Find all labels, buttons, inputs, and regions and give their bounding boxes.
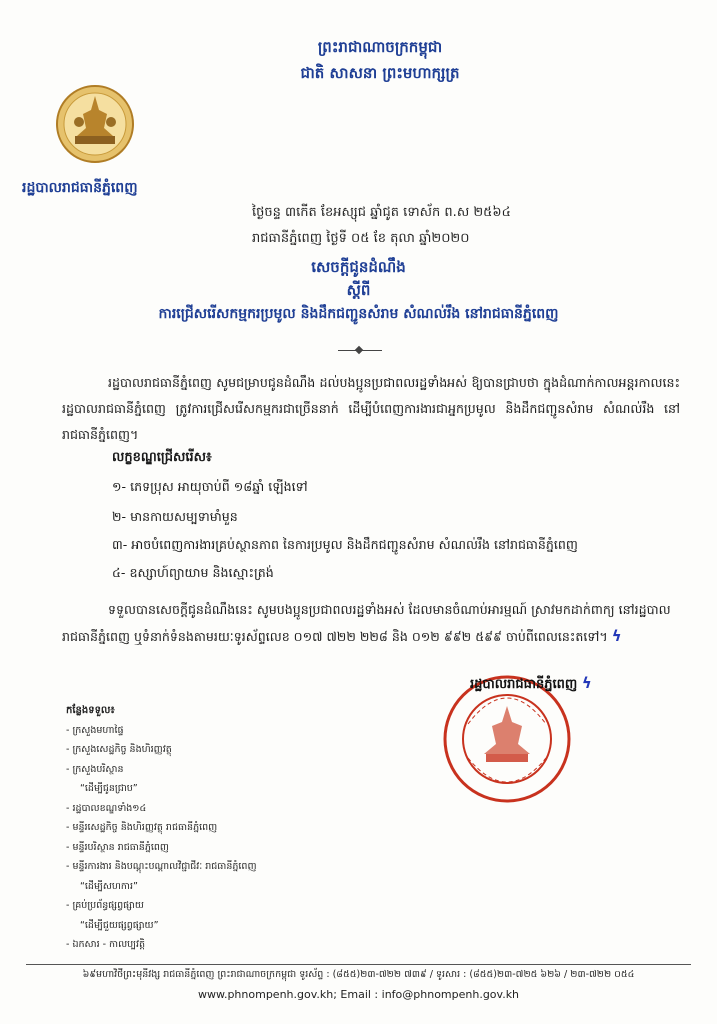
body-paragraph-1: [62, 370, 680, 448]
paragraph-2-text: ទទួលបានសេចក្តីជូនដំណឹងនេះ សូមបងប្អូនប្រជាពលរដ្ឋទាំងអស់ ដែលមានចំណាប់អារម្មណ៍ ស្រាវមកដាក់ពាក្យ នៅរដ្ឋបាលរាជធានីភ្នំពេញ ឬទំនាក់ទំនងតាមរយៈទូរស័ព្ទលេខ ០១៧ ៧២២ ២២៨ និង ០១២ ៩៩២ ៥៩៩ ចាប់ពីពេលនេះតទៅ។: [62, 602, 671, 644]
criterion-4: ៤- ឧស្សាហ៍ព្យាយាម និងស្មោះត្រង់: [112, 565, 274, 580]
title-line-3: ការជ្រើសរើសកម្មករប្រមូល និងដឹកជញ្ជូនសំរាម សំណល់រឹង នៅរាជធានីភ្នំពេញ: [158, 306, 559, 322]
issuing-authority: រដ្ឋបាលរាជធានីភ្នំពេញ: [22, 180, 138, 196]
recipients-list: [66, 701, 326, 955]
title-line-2: ស្តីពី: [346, 281, 371, 299]
body-paragraph-2: [62, 597, 680, 650]
footer-divider: [26, 964, 691, 965]
recipient-item: - មន្ទីរបរិស្ថាន រាជធានីភ្នំពេញ: [66, 841, 169, 853]
recipient-item: - ក្រសួងសេដ្ឋកិច្ច និងហិរញ្ញវត្ថុ: [66, 744, 172, 755]
signature-mark-icon: ϟ: [581, 674, 592, 692]
lunar-date: ថ្ងៃចន្ទ ៣កើត ខែអស្សុជ ឆ្នាំជូត ទោស័ក ព.ស ២៥៦៤: [252, 205, 511, 220]
criterion-1: ១- ភេទប្រុស អាយុចាប់ពី ១៨ឆ្នាំ ឡើងទៅ: [112, 479, 308, 494]
phnom-penh-emblem: [55, 84, 135, 164]
solar-date: រាជធានីភ្នំពេញ ថ្ងៃទី ០៥ ខែ តុលា ឆ្នាំ២០២០: [252, 231, 470, 246]
recipient-item: - មន្ទីរការងារ និងបណ្តុះបណ្តាលវិជ្ជាជីវៈ រាជធានីភ្នំពេញ: [66, 861, 257, 872]
recipient-item: - ក្រសួងបរិស្ថាន: [66, 763, 124, 775]
footer-address: ៦៩មហាវិថីព្រះមុនីវង្ស រាជធានីភ្នំពេញ ព្រះរាជាណាចក្រកម្ពុជា ទូរស័ព្ទ : (៨៥៥)២៣-៧២២ ៧៣៩ / ទូរសារ : (៨៥៥)២៣-៧២៥ ៦២៦ / ២៣-៧២២ ០៥៤: [82, 969, 635, 980]
recipient-item: “ដើម្បីជួយផ្សព្វផ្សាយ”: [80, 919, 159, 931]
recipient-item: - ក្រសួងមហាផ្ទៃ: [66, 724, 124, 736]
signer-name: រដ្ឋបាលរាជធានីភ្នំពេញ: [470, 677, 578, 692]
checkmark-icon: ϟ: [611, 627, 622, 645]
kingdom-header: [250, 34, 510, 86]
kingdom-name: ព្រះរាជាណាចក្រកម្ពុជា: [317, 38, 443, 56]
criterion-2: ២- មានកាយសម្បទាមាំមួន: [112, 509, 238, 524]
recipient-item: - គ្រប់ប្រព័ន្ធផ្សព្វផ្សាយ: [66, 900, 144, 911]
title-line-1: សេចក្តីជូនដំណឹង: [311, 258, 406, 276]
criteria-heading: លក្ខខណ្ឌជ្រើសរើស៖: [112, 450, 212, 465]
signer-authority: [470, 674, 592, 695]
national-motto: ជាតិ សាសនា ព្រះមហាក្សត្រ: [300, 64, 460, 82]
recipient-item: - មន្ទីរសេដ្ឋកិច្ច និងហិរញ្ញវត្ថុ រាជធានីភ្នំពេញ: [66, 822, 218, 833]
recipient-item: “ដើម្បីសហការ”: [80, 880, 138, 892]
paragraph-1-text: រដ្ឋបាលរាជធានីភ្នំពេញ សូមជម្រាបជូនដំណឹង ដល់បងប្អូនប្រជាពលរដ្ឋទាំងអស់ ឱ្យបានជ្រាបថា ក្នុងដំណាក់កាលអន្តរកាលនេះ រដ្ឋបាលរាជធានីភ្នំពេញ ត្រូវការជ្រើសរើសកម្មករជាច្រើននាក់ ដើម្បីបំពេញការងារជាអ្នកប្រមូល និងដឹកជញ្ជូនសំរាម សំណល់រឹង នៅរាជធានីភ្នំពេញ។: [62, 375, 680, 442]
notice-title: [40, 256, 677, 326]
recipients-heading: កន្លែងទទួល៖: [66, 705, 115, 716]
recipient-item: - ឯកសារ - កាលប្បវត្តិ: [66, 939, 146, 950]
recipient-item: “ដើម្បីជូនជ្រាប”: [80, 783, 138, 794]
date-block: [252, 200, 682, 252]
title-divider: [338, 350, 382, 351]
footer-contact: www.phnompenh.gov.kh; Email : info@phnompenh.gov.kh: [197, 988, 520, 1001]
criterion-3: ៣- អាចបំពេញការងារគ្រប់ស្ថានភាព នៃការប្រមូល និងដឹកជញ្ជូនសំរាម សំណល់រឹង នៅរាជធានីភ្នំពេញ: [112, 537, 578, 552]
recipient-item: - រដ្ឋបាលខណ្ឌទាំង១៤: [66, 802, 147, 814]
